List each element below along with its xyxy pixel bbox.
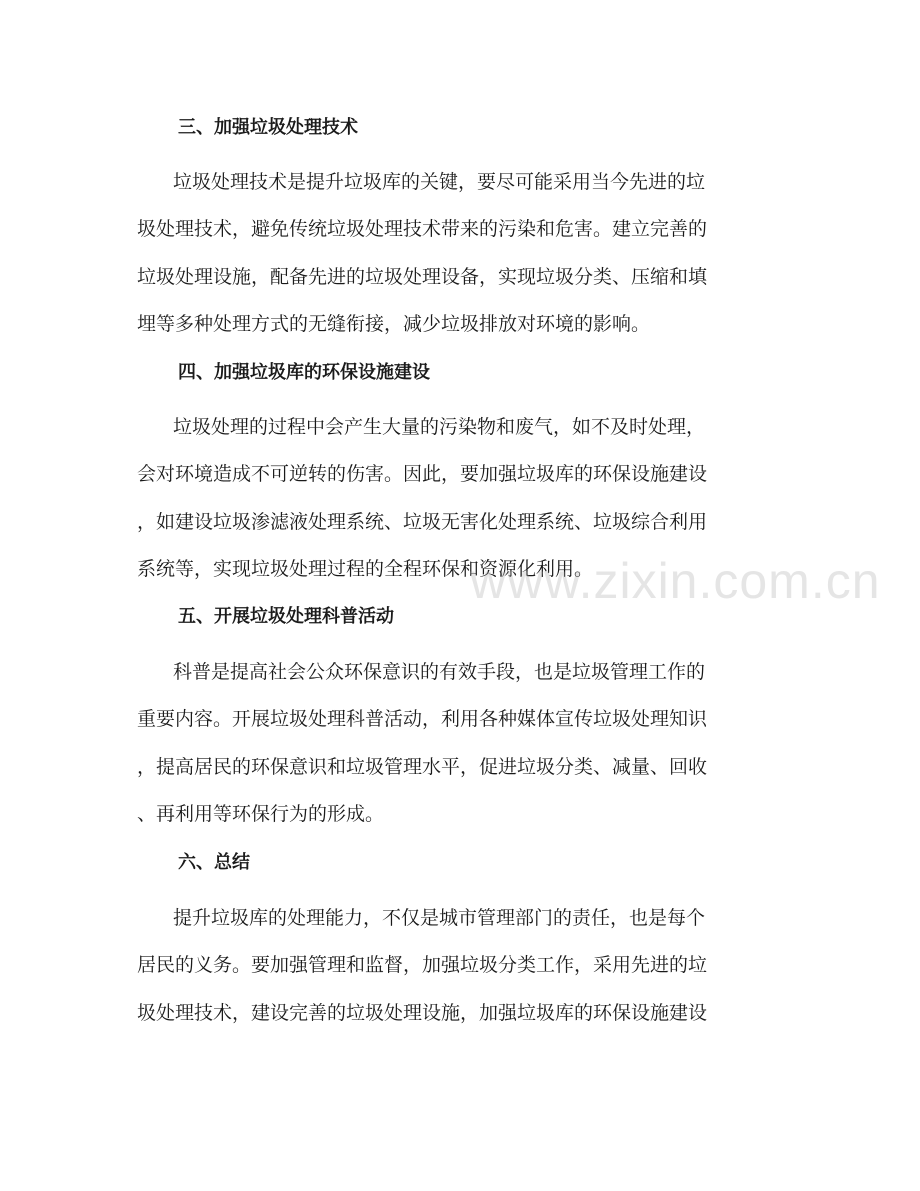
paragraph-line: 提升垃圾库的处理能力，不仅是城市管理部门的责任，也是每个	[173, 907, 706, 929]
section-paragraph-6	[137, 903, 777, 1045]
paragraph-line: 科普是提高社会公众环保意识的有效手段，也是垃圾管理工作的	[173, 661, 706, 683]
watermark-text: www.zixin.com.cn	[470, 553, 881, 609]
paragraph-line: 垃圾处理的过程中会产生大量的污染物和废气，如不及时处理，	[173, 416, 706, 438]
paragraph-line: 垃圾处理设施，配备先进的垃圾处理设备，实现垃圾分类、压缩和填	[137, 265, 708, 288]
paragraph-line: 系统等，实现垃圾处理过程的全程环保和资源化利用。	[137, 557, 594, 580]
paragraph-line: 、再利用等环保行为的形成。	[137, 802, 385, 825]
paragraph-line: 圾处理技术，避免传统垃圾处理技术带来的污染和危害。建立完善的	[137, 218, 708, 241]
section-heading-6: 六、总结	[178, 852, 250, 873]
section-heading-3: 三、加强垃圾处理技术	[178, 117, 358, 138]
paragraph-line: ，提高居民的环保意识和垃圾管理水平，促进垃圾分类、减量、回收	[137, 755, 708, 778]
paragraph-line: 重要内容。开展垃圾处理科普活动，利用各种媒体宣传垃圾处理知识	[137, 708, 708, 731]
section-heading-5: 五、开展垃圾处理科普活动	[178, 606, 394, 627]
paragraph-line: ，如建设垃圾渗滤液处理系统、垃圾无害化处理系统、垃圾综合利用	[137, 510, 708, 533]
paragraph-line: 会对环境造成不可逆转的伤害。因此，要加强垃圾库的环保设施建设	[137, 463, 708, 486]
section-paragraph-5	[137, 657, 777, 846]
paragraph-line: 居民的义务。要加强管理和监督，加强垃圾分类工作，采用先进的垃	[137, 954, 708, 977]
paragraph-line: 圾处理技术，建设完善的垃圾处理设施，加强垃圾库的环保设施建设	[137, 1001, 708, 1024]
paragraph-line: 埋等多种处理方式的无缝衔接，减少垃圾排放对环境的影响。	[137, 312, 651, 335]
section-paragraph-3	[137, 167, 777, 356]
section-heading-4: 四、加强垃圾库的环保设施建设	[178, 362, 430, 383]
paragraph-line: 垃圾处理技术是提升垃圾库的关键，要尽可能采用当今先进的垃	[173, 171, 706, 193]
